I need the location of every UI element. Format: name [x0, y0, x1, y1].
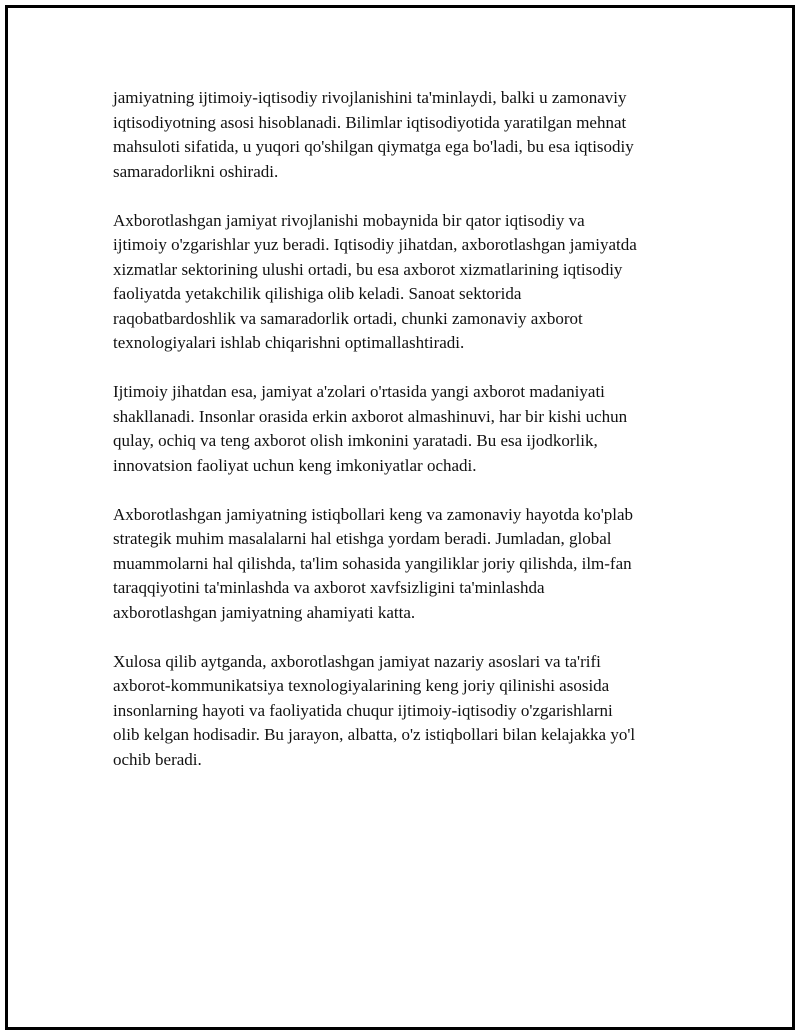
paragraph-5 — [113, 650, 703, 773]
text-line: ijtimoiy o'zgarishlar yuz beradi. Iqtisodiy jihatdan, axborotlashgan jamiyatda — [113, 235, 637, 254]
paragraph-2 — [113, 209, 703, 356]
text-line: qulay, ochiq va teng axborot olish imkonini yaratadi. Bu esa ijodkorlik, — [113, 431, 598, 450]
text-line: samaradorlikni oshiradi. — [113, 161, 279, 181]
text-line: axborot-kommunikatsiya texnologiyalarining keng joriy qilinishi asosida — [113, 676, 610, 695]
text-line: jamiyatning ijtimoiy-iqtisodiy rivojlanishini ta'minlaydi, balki u zamonaviy — [113, 88, 627, 107]
text-line: faoliyatda yetakchilik qilishiga olib keladi. Sanoat sektorida — [113, 284, 522, 303]
text-line: axborotlashgan jamiyatning ahamiyati katta. — [113, 602, 416, 622]
text-line: strategik muhim masalalarni hal etishga yordam beradi. Jumladan, global — [113, 529, 612, 548]
text-line: mahsuloti sifatida, u yuqori qo'shilgan qiymatga ega bo'ladi, bu esa iqtisodiy — [113, 137, 634, 156]
text-line: ochib beradi. — [113, 749, 202, 769]
text-line: muammolarni hal qilishda, ta'lim sohasida yangiliklar joriy qilishda, ilm-fan — [113, 553, 632, 573]
text-line: iqtisodiyotning asosi hisoblanadi. Bilimlar iqtisodiyotida yaratilgan mehnat — [113, 112, 627, 132]
text-line: xizmatlar sektorining ulushi ortadi, bu esa axborot xizmatlarining iqtisodiy — [113, 259, 623, 279]
text-line: insonlarning hayoti va faoliyatida chuqur ijtimoiy-iqtisodiy o'zgarishlarni — [113, 700, 613, 720]
text-line: Xulosa qilib aytganda, axborotlashgan jamiyat nazariy asoslari va ta'rifi — [113, 651, 601, 671]
paragraph-4 — [113, 503, 703, 626]
text-line: texnologiyalari ishlab chiqarishni optimallashtiradi. — [113, 333, 465, 352]
text-line: Ijtimoiy jihatdan esa, jamiyat a'zolari o'rtasida yangi axborot madaniyati — [113, 382, 605, 401]
text-line: taraqqiyotini ta'minlashda va axborot xavfsizligini ta'minlashda — [113, 578, 545, 597]
text-line: shakllanadi. Insonlar orasida erkin axborot almashinuvi, har bir kishi uchun — [113, 406, 628, 426]
text-line: Axborotlashgan jamiyat rivojlanishi mobaynida bir qator iqtisodiy va — [113, 210, 585, 230]
text-line: raqobatbardoshlik va samaradorlik ortadi, chunki zamonaviy axborot — [113, 308, 583, 328]
paragraph-1 — [113, 86, 703, 184]
text-line: olib kelgan hodisadir. Bu jarayon, albatta, o'z istiqbollari bilan kelajakka yo'l — [113, 725, 636, 744]
paragraph-3 — [113, 380, 703, 478]
text-line: Axborotlashgan jamiyatning istiqbollari keng va zamonaviy hayotda ko'plab — [113, 504, 634, 524]
document-body — [113, 86, 703, 797]
text-line: innovatsion faoliyat uchun keng imkoniyatlar ochadi. — [113, 455, 477, 475]
